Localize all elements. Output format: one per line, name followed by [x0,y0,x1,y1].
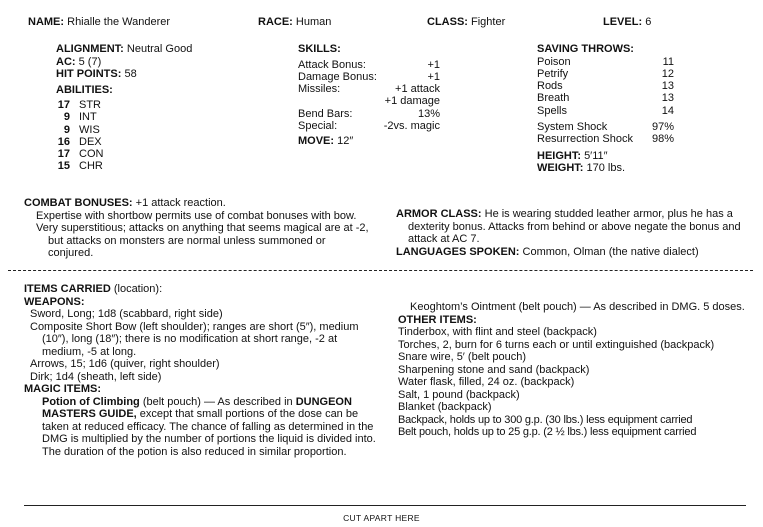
save-row [537,56,674,68]
other-item: Torches, 2, burn for 6 turns each or until extinguished (backpack) [398,338,715,351]
skill-name: Special: [298,119,338,132]
weapon-item: Dirk; 1d4 (sheath, left side) [30,370,162,383]
skills-table [298,59,440,133]
abilities-title: ABILITIES: [56,83,113,96]
skill-row [298,108,440,120]
ability-row [56,160,103,172]
saving-throws-block [537,43,687,175]
skill-row [298,71,440,83]
name-field [28,16,170,29]
weapons-title: WEAPONS: [24,295,85,308]
hp-label: HIT POINTS: [56,68,122,80]
ability-row [56,124,103,136]
other-item: Blanket (backpack) [398,401,492,413]
ability-row [56,148,103,160]
ability-name: STR [79,99,101,111]
combat-bonuses-label: COMBAT BONUSES: [24,197,133,209]
shock-name: Resurrection Shock [537,133,633,146]
combat-note: Expertise with shortbow permits use of combat bonuses with bow. [36,209,357,222]
race-value: Human [295,16,332,28]
save-name: Petrify [537,67,569,80]
move-value: 12″ [337,135,354,148]
save-value: 12 [661,67,674,80]
skill-row [298,83,440,95]
save-value: 14 [661,104,674,117]
other-item: Belt pouch, holds up to 25 g.p. (2 ½ lbs.) less equipment carried [398,426,697,438]
race-label: RACE: [258,16,293,28]
ability-score: 17 [57,148,70,161]
ability-name: INT [79,111,97,124]
skill-value: 13% [417,107,440,120]
save-name: Spells [537,104,567,117]
character-name: Rhialle the Wanderer [67,16,171,28]
weapon-item: Arrows, 15; 1d6 (quiver, right shoulder) [30,358,220,370]
shock-value: 97% [651,120,674,133]
alignment-value: Neutral Good [126,43,193,55]
ability-name: CON [79,148,104,161]
items-left-block [24,283,376,458]
weapon-item: Composite Short Bow (left shoulder); ranges are short (5″), medium (10″), long (18″); there is no modification at short range, -2 at medium, -5 at long. [30,320,359,358]
save-name: Breath [537,92,570,105]
class-field [427,16,505,29]
ability-name: WIS [79,123,100,136]
skill-row [298,59,440,71]
items-right-block [398,301,746,439]
ability-row [56,136,103,148]
other-item: Backpack, holds up to 300 g.p. (30 lbs.) less equipment carried [398,413,693,426]
items-title-suffix: (location): [113,283,163,295]
ac-label: AC: [56,55,76,68]
potion-name: Potion of Climbing [42,395,140,408]
save-value: 13 [661,80,674,93]
save-row [537,68,674,80]
hp-value: 58 [124,68,137,80]
armor-class-label: ARMOR CLASS: [396,208,482,220]
save-row [537,92,674,104]
potion-description: except that small portions of the dose can be taken at reduced efficacy. The chance of falling as determined in the DMG is multiplied by the number of portions the liquid is divided into. The duration of the potion is also reduced in similar proportion. [42,408,376,458]
other-item: Salt, 1 pound (backpack) [398,388,520,401]
ability-name: DEX [79,135,102,148]
other-item: Water flask, filled, 24 oz. (backpack) [398,376,575,388]
save-row [537,80,674,92]
skills-title: SKILLS: [298,43,341,55]
stats-block [56,43,236,173]
ability-name: CHR [79,160,103,173]
race-field [258,16,331,29]
items-title: ITEMS CARRIED [24,283,111,295]
height-label: HEIGHT: [537,149,581,162]
skills-block [298,43,448,148]
ac-value: 5 (7) [78,55,102,68]
cut-apart-label: CUT APART HERE [343,513,420,523]
move-label: MOVE: [298,135,335,148]
ability-score: 16 [57,135,70,148]
class-label: CLASS: [427,16,468,28]
weight-value: 170 lbs. [586,162,626,175]
ability-row [56,99,103,111]
other-items-title: OTHER ITEMS: [398,313,477,326]
level-label: LEVEL: [603,16,643,28]
combat-bonuses-block [24,197,369,260]
ability-score: 9 [63,111,70,124]
shock-name: System Shock [537,120,608,133]
save-value: 13 [661,92,674,105]
save-name: Rods [537,80,563,93]
languages-label: LANGUAGES SPOKEN: [396,245,520,258]
saving-throws-table [537,56,674,117]
ability-score: 15 [57,160,70,173]
languages-value: Common, Olman (the native dialect) [522,245,699,258]
combat-bonuses-text: +1 attack reaction. [135,197,226,209]
class-value: Fighter [471,16,506,28]
ointment-item: Keoghtom’s Ointment (belt pouch) — As described in DMG. 5 doses. [410,301,745,313]
save-value: 11 [662,55,674,68]
skill-name: Attack Bonus: [298,58,366,71]
weight-label: WEIGHT: [537,162,584,175]
level-field [603,16,651,29]
skill-row [298,95,440,107]
weapon-item: Sword, Long; 1d8 (scabbard, right side) [30,308,223,320]
skill-row [298,120,440,132]
save-row [537,105,674,117]
cut-line-dashed [8,270,753,271]
ability-score: 9 [63,123,70,136]
skill-value: +1 damage [384,95,440,108]
armor-class-text: He is wearing studded leather armor, plus he has a dexterity bonus. Attacks from behind or above negate the bonus and attack at AC 7. [408,208,741,245]
skill-name [298,95,381,107]
skill-value: -2vs. magic [383,119,440,132]
cut-line-solid [24,505,746,506]
shock-row [537,121,674,133]
name-label: NAME: [28,16,65,28]
potion-book: DUNGEON MASTERS GUIDE, [42,395,352,420]
armor-class-block [396,208,746,258]
shock-value: 98% [651,133,674,146]
ability-row [56,111,103,123]
saving-throws-title: SAVING THROWS: [537,43,634,55]
skill-name: Damage Bonus: [298,70,377,83]
skill-value: +1 [427,70,440,83]
alignment-label: ALIGNMENT: [56,43,124,55]
other-item: Snare wire, 5′ (belt pouch) [398,351,527,363]
ability-score: 17 [57,99,70,111]
save-name: Poison [537,55,571,68]
combat-note: Very superstitious; attacks on anything that seems magical are at -2, but attacks on monsters are normal unless summoned or conjured. [36,222,369,259]
potion-location: (belt pouch) — As described in [142,395,293,408]
level-value: 6 [645,16,652,28]
skill-name: Bend Bars: [298,107,353,120]
shock-table [537,121,674,146]
abilities-table [56,99,103,173]
magic-items-title: MAGIC ITEMS: [24,383,101,395]
shock-row [537,133,674,145]
other-item: Tinderbox, with flint and steel (backpack) [398,326,597,338]
height-value: 5′11″ [584,149,608,162]
skill-value: +1 [427,58,440,71]
skill-name: Missiles: [298,83,341,96]
skill-value: +1 attack [395,83,440,96]
potion-item [24,396,376,459]
other-item: Sharpening stone and sand (backpack) [398,363,590,376]
